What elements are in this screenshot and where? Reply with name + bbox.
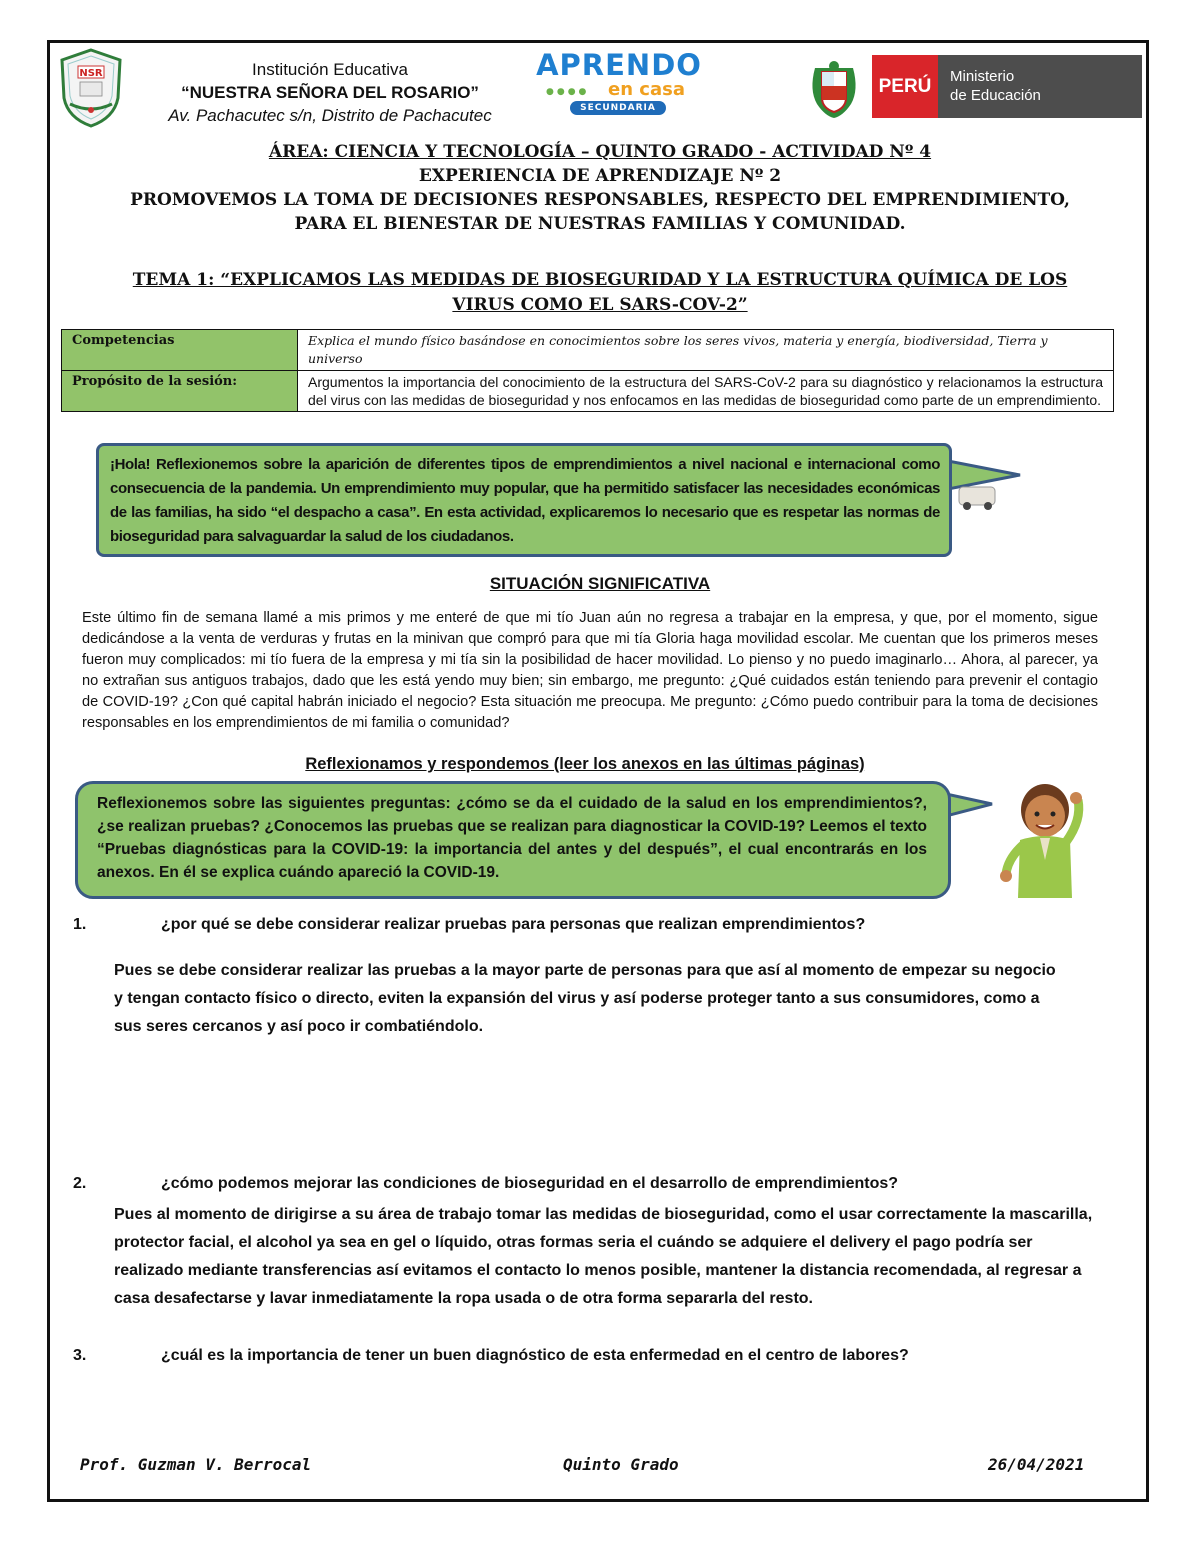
proposito-label: Propósito de la sesión: <box>62 371 298 412</box>
situacion-title: SITUACIÓN SIGNIFICATIVA <box>489 574 711 593</box>
delivery-van-icon <box>955 475 1001 515</box>
school-name: “NUESTRA SEÑORA DEL ROSARIO” <box>181 83 479 102</box>
footer-teacher: Prof. Guzman V. Berrocal <box>80 1455 312 1474</box>
school-crest-logo <box>58 48 124 128</box>
reflex-speech-text: Reflexionemos sobre las siguientes preguntas: ¿cómo se da el cuidado de la salud en los emprendimientos?, ¿se realizan pruebas? ¿Conocemos las pruebas que se realizan para diagnosticar la COVID-19? Leemos el texto “Pruebas diagnósticas para la COVID-19: la importancia del antes y del después”, el cual encontrarás en los anexos. En él se explica cuándo apareció la COVID-19. <box>97 795 927 881</box>
table-row <box>62 371 1114 412</box>
school-label: Institución Educativa <box>252 60 408 79</box>
school-info <box>130 58 530 127</box>
promote-line2: PARA EL BIENESTAR DE NUESTRAS FAMILIAS Y COMUNIDAD. <box>294 214 906 234</box>
question-text: ¿cómo podemos mejorar las condiciones de bioseguridad en el desarrollo de emprendimientos? <box>161 1175 899 1192</box>
experience-title: EXPERIENCIA DE APRENDIZAJE Nº 2 <box>418 166 782 186</box>
reflex-title: Reflexionamos y respondemos (leer los anexos en las últimas páginas) <box>305 755 865 773</box>
table-row <box>62 330 1114 371</box>
intro-speech-text: ¡Hola! Reflexionemos sobre la aparición de diferentes tipos de emprendimientos a nivel nacional e internacional como consecuencia de la pandemia. Un emprendimiento muy popular, que ha permitido satisfacer las necesidades económicas de las familias, ha sido “el despacho a casa”. En esta actividad, explicaremos lo necesario que es respetar las normas de bioseguridad para salvaguardar la salud de los ciudadanos. <box>110 456 940 545</box>
tema-line2: VIRUS COMO EL SARS-COV-2” <box>452 295 748 315</box>
tema-title <box>120 268 1080 318</box>
proposito-value: Argumentos la importancia del conocimiento de la estructura del SARS-CoV-2 para su diagnóstico y relacionamos la estructura del virus con las medidas de bioseguridad y nos enfocamos en las medidas de bioseguridad como parte de un emprendimiento. <box>298 371 1114 412</box>
promote-line1: PROMOVEMOS LA TOMA DE DECISIONES RESPONSABLES, RESPECTO DEL EMPRENDIMIENTO, <box>130 190 1070 210</box>
answer-1: Pues se debe considerar realizar las pruebas a la mayor parte de personas para que así al momento de empezar su negocio y tengan contacto físico o directo, eviten la expansión del virus y así poderse proteger tanto a sus consumidores, como a sus seres cercanos y así poco ir combatiéndolo. <box>114 962 1056 1035</box>
student-illustration-icon <box>1000 770 1090 900</box>
question-text: ¿cuál es la importancia de tener un buen diagnóstico de esta enfermedad en el centro de labores? <box>161 1347 909 1364</box>
competencias-value: Explica el mundo físico basándose en conocimientos sobre los seres vivos, materia y energía, biodiversidad, Tierra y universo <box>298 330 1114 371</box>
footer-date: 26/04/2021 <box>988 1455 1085 1474</box>
question-text: ¿por qué se debe considerar realizar pruebas para personas que realizan emprendimientos? <box>161 916 866 933</box>
peru-coat-of-arms-icon <box>805 60 863 120</box>
competencias-table <box>61 329 1114 412</box>
speech-tail-icon <box>946 790 996 830</box>
question-number: 3. <box>73 1347 87 1364</box>
footer-grade: Quinto Grado <box>563 1455 679 1474</box>
school-logo-text: NSR <box>79 68 103 79</box>
activity-titles <box>80 140 1120 236</box>
aprendo-title: APRENDO <box>536 48 702 82</box>
question-number: 1. <box>73 916 87 933</box>
ministry-block <box>938 55 1142 118</box>
aprendo-subtitle: en casa <box>608 79 685 100</box>
competencias-label: Competencias <box>62 330 298 371</box>
tema-line1: TEMA 1: “EXPLICAMOS LAS MEDIDAS DE BIOSEGURIDAD Y LA ESTRUCTURA QUÍMICA DE LOS <box>132 270 1068 290</box>
school-address: Av. Pachacutec s/n, Distrito de Pachacutec <box>168 106 492 125</box>
area-title: ÁREA: CIENCIA Y TECNOLOGÍA – QUINTO GRADO - ACTIVIDAD Nº 4 <box>268 142 932 162</box>
aprendo-dots-icon: ●●●● <box>546 87 590 97</box>
situacion-text: Este último fin de semana llamé a mis primos y me enteré de que mi tío Juan aún no regresa a trabajar en la empresa, y que, por el momento, sigue dedicándose a la venta de verduras y frutas en la minivan que compró para que mi tía Gloria haga movilidad escolar. Me cuentan que los primeros meses fueron muy complicados: mi tío fuera de la empresa y mi tía sin la posibilidad de hacer movilidad. Lo pienso y no puedo imaginarlo… Ahora, al parecer, ya no extrañan sus antiguos trabajos, dado que les está yendo muy bien; sin embargo, me pregunto: ¿Qué cuidados están teniendo para prevenir el contagio de COVID-19? ¿Con qué capital habrán iniciado el negocio? Esta situación me preocupa. Me pregunto: ¿Cómo puedo contribuir para la toma de decisiones responsables en los emprendimientos de mi familia o comunidad? <box>82 610 1098 731</box>
aprendo-level-badge: SECUNDARIA <box>570 101 666 115</box>
peru-label: PERÚ <box>872 55 938 118</box>
answer-2: Pues al momento de dirigirse a su área de trabajo tomar las medidas de bioseguridad, como el usar correctamente la mascarilla, protector facial, el alcohol ya sea en gel o líquido, otras formas seria el cuándo se adquiere el delivery el pago podría ser realizado mediante transferencias así evitamos el contacto lo menos posible, mantener la distancia recomendada, al regresar a casa desafectarse y lavar inmediatamente la ropa usada o de otra forma separarla del resto. <box>114 1206 1093 1307</box>
ministry-line1: Ministerio <box>950 68 1015 85</box>
aprendo-en-casa-logo <box>536 48 702 118</box>
question-number: 2. <box>73 1175 87 1192</box>
ministry-line2: de Educación <box>950 87 1041 104</box>
